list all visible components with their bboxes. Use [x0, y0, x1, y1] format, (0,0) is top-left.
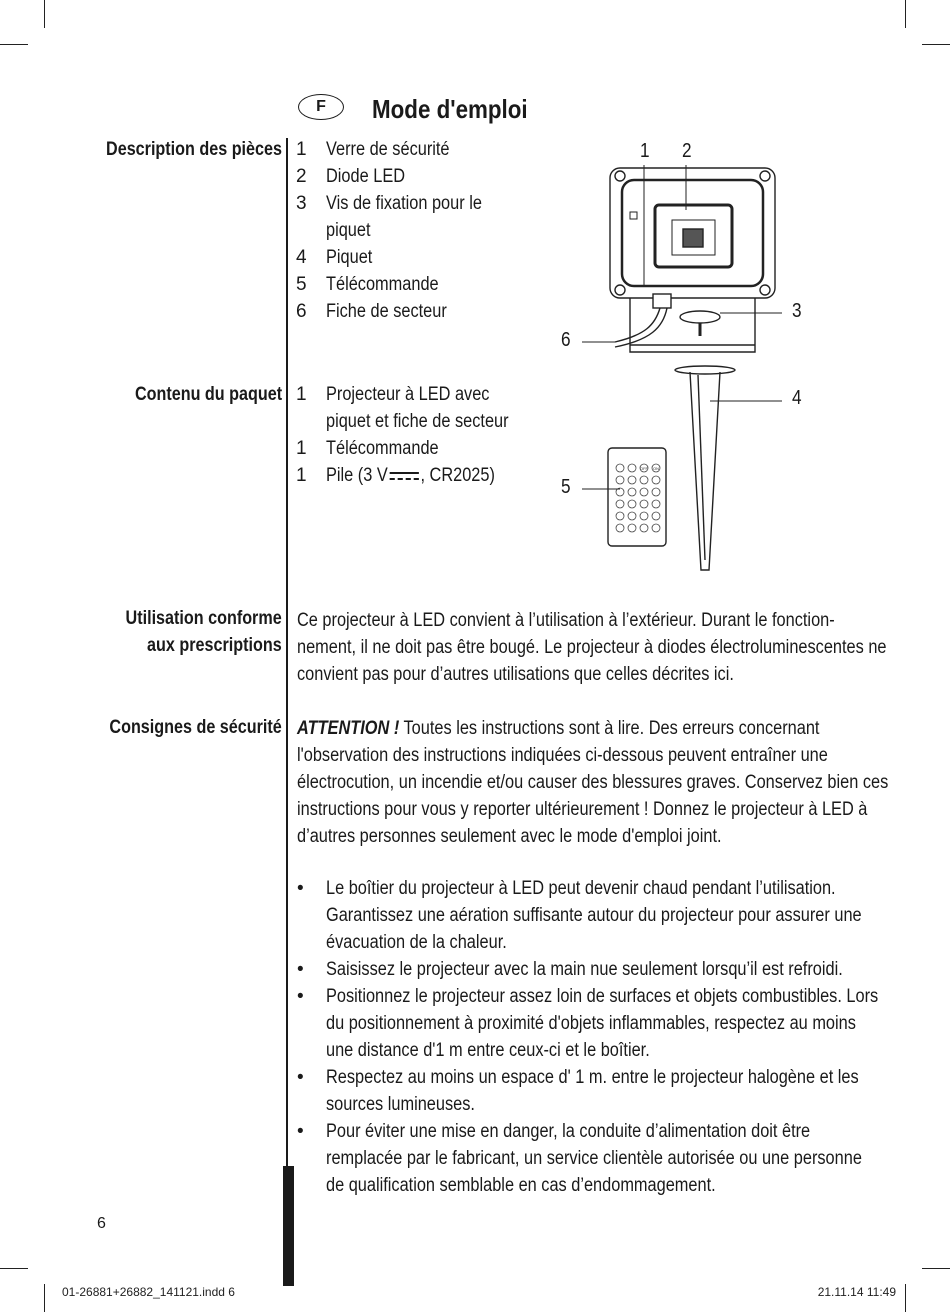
callout-2: 2 [682, 140, 692, 162]
crop-mark [44, 0, 45, 28]
footer-datetime: 21.11.14 11:49 [817, 1285, 896, 1299]
language-badge: F [298, 94, 344, 120]
callout-1: 1 [640, 140, 650, 162]
floodlight-drawing [560, 130, 810, 580]
crop-mark [905, 1284, 906, 1312]
section-divider-line [286, 138, 288, 1168]
thumb-index-bar [283, 1166, 294, 1286]
intended-use-text: Ce projecteur à LED convient à l’utilisation à l’extérieur. Durant le fonction- nement, il ne doit pas être bougé. Le projecteur à diodes électroluminescentes ne convient pas pour d’autres utilisations que celles décrites ici. [297, 610, 887, 685]
crop-mark [922, 44, 950, 45]
footer-file-info: 01-26881+26882_141121.indd 6 [62, 1285, 235, 1299]
page-header [298, 94, 698, 130]
callout-6: 6 [561, 329, 571, 351]
section-heading-safety: Consignes de sécurité [109, 717, 282, 738]
crop-mark [44, 1284, 45, 1312]
warning-label: ATTENTION ! [297, 718, 400, 739]
section-heading-parts: Description des pièces [106, 139, 282, 160]
crop-mark [905, 0, 906, 28]
crop-mark [0, 44, 28, 45]
product-illustration [560, 130, 810, 580]
dc-current-icon [389, 470, 418, 482]
crop-mark [922, 1268, 950, 1269]
crop-mark [0, 1268, 28, 1269]
callout-5: 5 [561, 476, 571, 498]
page-number: 6 [97, 1215, 106, 1232]
remote-on-label: ON [653, 466, 659, 471]
page-title: Mode d'emploi [372, 94, 528, 124]
section-heading-intended-use: Utilisation conforme aux prescriptions [125, 608, 282, 656]
callout-4: 4 [792, 387, 802, 409]
safety-intro-text: ATTENTION ! Toutes les instructions sont à lire. Des erreurs concernant l'observation des instructions indiquées ci-dessous peuvent entraîner une électrocution, un incendie et/ou causer des blessures graves. Conservez bien ces instructions pour vous y reporter ultérieurement ! Donnez le projecteur à LED à d’autres personnes seulement avec le mode d'emploi joint. [297, 718, 889, 847]
section-heading-contents: Contenu du paquet [134, 384, 282, 405]
callout-3: 3 [792, 300, 802, 322]
remote-off-label: OFF [640, 466, 648, 471]
